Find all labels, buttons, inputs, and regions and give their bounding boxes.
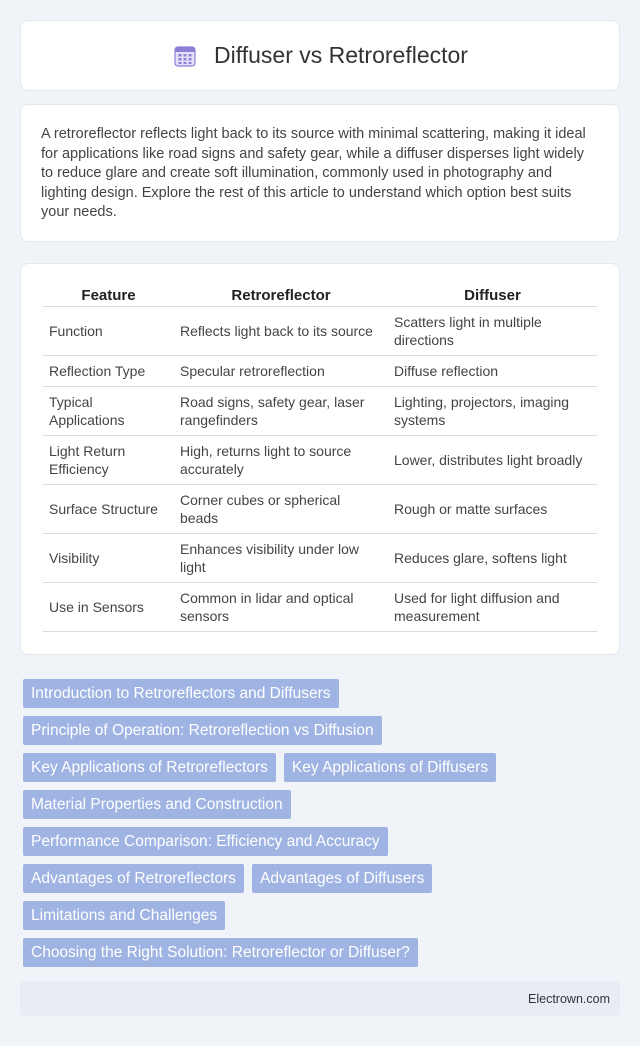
table-row: [43, 387, 597, 436]
calendar-grid-icon: [172, 43, 198, 69]
topic-link-choosing[interactable]: Choosing the Right Solution: Retroreflector or Diffuser?: [23, 938, 418, 967]
header-diffuser: Diffuser: [388, 284, 597, 307]
intro-text: A retroreflector reflects light back to its source with minimal scattering, making it ideal for applications like road signs and safety gear, while a diffuser disperses light widely to reduce glare and create soft illumination, commonly used in photography and lighting design. Explore the rest of this article to understand which option best suits your needs.: [41, 126, 586, 220]
table-cell: Road signs, safety gear, laser rangefinders: [174, 387, 388, 436]
topic-link-applications-retroreflectors[interactable]: Key Applications of Retroreflectors: [23, 753, 276, 782]
footer: [20, 982, 620, 1016]
table-cell: Diffuse reflection: [388, 356, 597, 387]
table-cell: Use in Sensors: [43, 583, 174, 632]
footer-site-link[interactable]: Electrown.com: [528, 992, 610, 1006]
table-cell: Lighting, projectors, imaging systems: [388, 387, 597, 436]
table-row: [43, 485, 597, 534]
link-row: [23, 864, 623, 893]
table-cell: Common in lidar and optical sensors: [174, 583, 388, 632]
link-row: [23, 901, 623, 930]
link-row: [23, 790, 623, 819]
table-header-row: [43, 284, 597, 307]
comparison-table-card: [20, 263, 620, 655]
topic-link-introduction[interactable]: Introduction to Retroreflectors and Diffusers: [23, 679, 339, 708]
table-cell: Reflects light back to its source: [174, 307, 388, 356]
topic-link-performance[interactable]: Performance Comparison: Efficiency and Accuracy: [23, 827, 388, 856]
header-retroreflector: Retroreflector: [174, 284, 388, 307]
table-cell: Lower, distributes light broadly: [388, 436, 597, 485]
table-row: [43, 436, 597, 485]
link-row: [23, 938, 623, 967]
table-row: [43, 307, 597, 356]
table-cell: Visibility: [43, 534, 174, 583]
table-cell: Scatters light in multiple directions: [388, 307, 597, 356]
table-cell: Reflection Type: [43, 356, 174, 387]
table-cell: Surface Structure: [43, 485, 174, 534]
table-row: [43, 356, 597, 387]
topic-link-principle[interactable]: Principle of Operation: Retroreflection vs Diffusion: [23, 716, 382, 745]
table-cell: Function: [43, 307, 174, 356]
topic-link-limitations[interactable]: Limitations and Challenges: [23, 901, 225, 930]
link-row: [23, 679, 623, 708]
topic-link-advantages-diffusers[interactable]: Advantages of Diffusers: [252, 864, 432, 893]
table-cell: Reduces glare, softens light: [388, 534, 597, 583]
table-cell: High, returns light to source accurately: [174, 436, 388, 485]
table-cell: Enhances visibility under low light: [174, 534, 388, 583]
comparison-table: [43, 284, 597, 632]
page-title: Diffuser vs Retroreflector: [214, 42, 468, 68]
table-row: [43, 583, 597, 632]
header-feature: Feature: [43, 284, 174, 307]
link-row: [23, 753, 623, 782]
topic-links: [23, 679, 623, 975]
table-cell: Typical Applications: [43, 387, 174, 436]
topic-link-advantages-retroreflectors[interactable]: Advantages of Retroreflectors: [23, 864, 244, 893]
table-row: [43, 534, 597, 583]
table-cell: Specular retroreflection: [174, 356, 388, 387]
intro-card: [20, 104, 620, 242]
table-cell: Rough or matte surfaces: [388, 485, 597, 534]
table-cell: Light Return Efficiency: [43, 436, 174, 485]
link-row: [23, 716, 623, 745]
link-row: [23, 827, 623, 856]
topic-link-applications-diffusers[interactable]: Key Applications of Diffusers: [284, 753, 496, 782]
topic-link-materials[interactable]: Material Properties and Construction: [23, 790, 291, 819]
title-card: [20, 20, 620, 91]
table-cell: Corner cubes or spherical beads: [174, 485, 388, 534]
table-cell: Used for light diffusion and measurement: [388, 583, 597, 632]
